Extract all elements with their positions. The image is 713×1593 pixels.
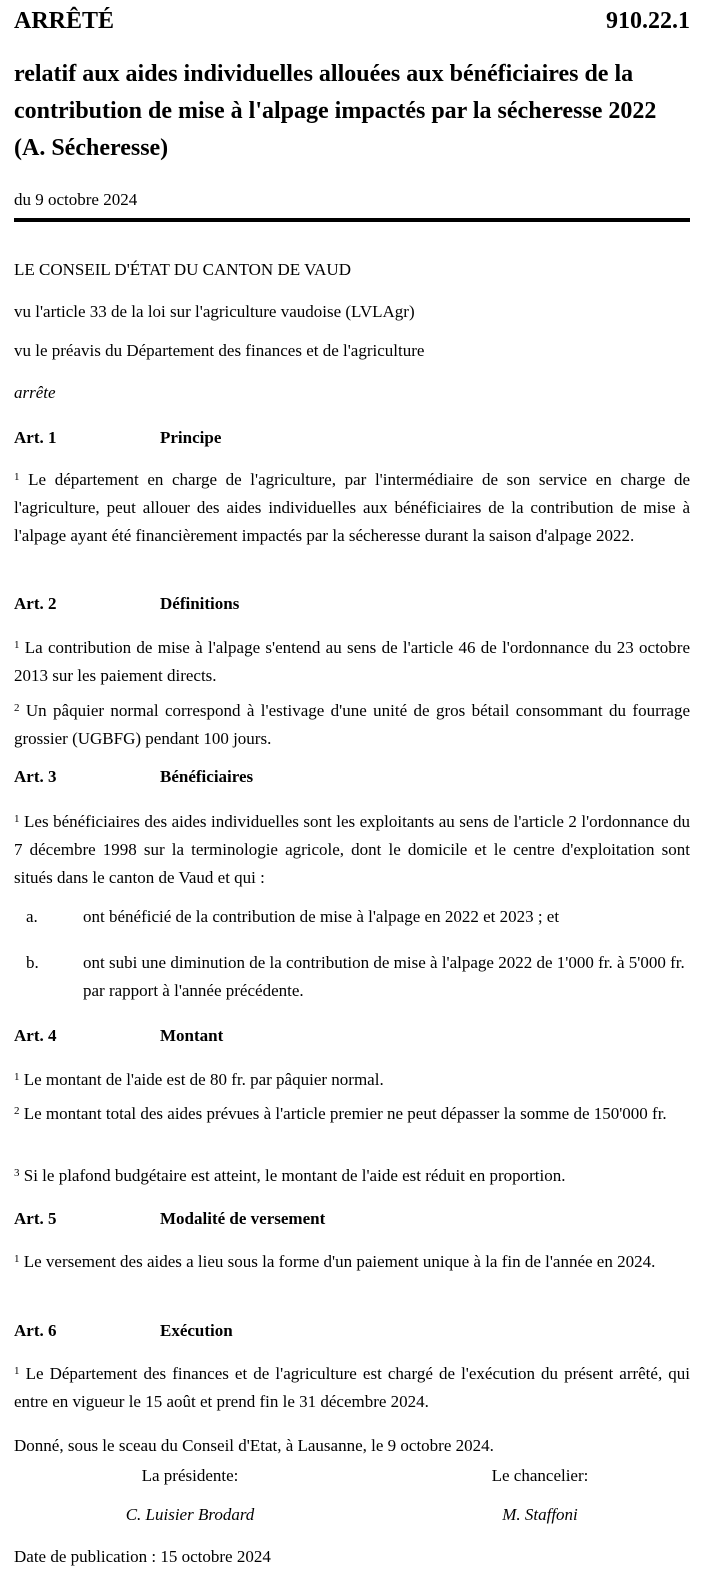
vu-clause-2: vu le préavis du Département des finances et de l'agriculture [14, 341, 425, 360]
article-title: Montant [160, 1026, 224, 1045]
article-number: Art. 1 [14, 428, 57, 447]
paragraph-number: 1 [14, 813, 20, 825]
document-number: 910.22.1 [606, 8, 690, 34]
article-paragraph [14, 1066, 690, 1094]
paragraph-text: Le montant total des aides prévues à l'article premier ne peut dépasser la somme de 150'000 fr. [23, 1104, 667, 1123]
article-paragraph [14, 1360, 690, 1416]
paragraph-number: 1 [14, 1365, 20, 1377]
article-title: Exécution [160, 1321, 233, 1340]
document-header [14, 8, 690, 38]
article-paragraph [14, 634, 690, 690]
list-item-text: ont subi une diminution de la contribution de mise à l'alpage 2022 de 1'000 fr. à 5'000 fr. par rapport à l'année précédente. [83, 953, 685, 1000]
paragraph-number: 1 [14, 471, 20, 483]
document-date: du 9 octobre 2024 [14, 190, 138, 209]
article-paragraph [14, 808, 690, 892]
list-marker: a. [26, 907, 38, 926]
paragraph-text: Le montant de l'aide est de 80 fr. par pâquier normal. [23, 1070, 384, 1089]
list-item-text: ont bénéficié de la contribution de mise à l'alpage en 2022 et 2023 ; et [83, 907, 560, 926]
paragraph-number: 3 [14, 1167, 20, 1179]
paragraph-text: Un pâquier normal correspond à l'estivage d'une unité de gros bétail consommant du fourrage grossier (UGBFG) pendant 100 jours. [14, 701, 690, 748]
article-paragraph [14, 697, 690, 753]
issuing-authority: LE CONSEIL D'ÉTAT DU CANTON DE VAUD [14, 260, 351, 279]
publication-date: Date de publication : 15 octobre 2024 [14, 1547, 271, 1566]
given-clause: Donné, sous le sceau du Conseil d'Etat, à Lausanne, le 9 octobre 2024. [14, 1436, 494, 1455]
article-number: Art. 3 [14, 767, 57, 786]
document-kind: ARRÊTÉ [14, 8, 115, 34]
paragraph-number: 2 [14, 702, 20, 714]
signatory-name-chancellor: M. Staffoni [502, 1505, 578, 1524]
paragraph-text: Le département en charge de l'agriculture, par l'intermédiaire de son service en charge de l'agriculture, peut allouer des aides individuelles aux bénéficiaires de la contribution de mise à l'alpage ayant été financièrement impactés par la sécheresse durant la saison d'alpage 2022. [14, 470, 691, 545]
paragraph-text: Les bénéficiaires des aides individuelles sont les exploitants au sens de l'article 2 l'ordonnance du 7 décembre 1998 sur la terminologie agricole, dont le domicile et le centre d'exploitation sont situés dans le canton de Vaud et qui : [14, 812, 690, 887]
article-title: Modalité de versement [160, 1209, 326, 1228]
signatory-role-president: La présidente: [141, 1466, 239, 1485]
article-paragraph [14, 1248, 690, 1276]
vu-clause-1: vu l'article 33 de la loi sur l'agriculture vaudoise (LVLAgr) [14, 302, 415, 321]
article-number: Art. 2 [14, 594, 57, 613]
article-paragraph [14, 1162, 690, 1190]
article-title: Principe [160, 428, 222, 447]
article-number: Art. 4 [14, 1026, 57, 1045]
list-marker: b. [26, 953, 39, 972]
arrete-word: arrête [14, 383, 56, 402]
paragraph-number: 1 [14, 1071, 20, 1083]
paragraph-text: Le Département des finances et de l'agriculture est chargé de l'exécution du présent arrêté, qui entre en vigueur le 15 août et prend fin le 31 décembre 2024. [14, 1364, 691, 1411]
paragraph-text: La contribution de mise à l'alpage s'entend au sens de l'article 46 de l'ordonnance du 23 octobre 2013 sur les paiement directs. [14, 638, 691, 685]
article-paragraph [14, 466, 690, 550]
signatory-role-chancellor: Le chancelier: [491, 1466, 589, 1485]
article-number: Art. 6 [14, 1321, 57, 1340]
paragraph-number: 2 [14, 1105, 20, 1117]
signatory-name-president: C. Luisier Brodard [125, 1505, 255, 1524]
paragraph-number: 1 [14, 1253, 20, 1265]
header-divider [14, 218, 690, 222]
article-number: Art. 5 [14, 1209, 57, 1228]
paragraph-text: Le versement des aides a lieu sous la forme d'un paiement unique à la fin de l'année en 2024. [23, 1252, 656, 1271]
document-title: relatif aux aides individuelles allouées aux bénéficiaires de la contribution de mise à l'alpage impactés par la sécheresse 2022 (A. Sécheresse) [14, 61, 657, 161]
paragraph-text: Si le plafond budgétaire est atteint, le montant de l'aide est réduit en proportion. [23, 1166, 566, 1185]
paragraph-number: 1 [14, 639, 20, 651]
article-paragraph [14, 1100, 690, 1128]
article-title: Bénéficiaires [160, 767, 254, 786]
article-title: Définitions [160, 594, 240, 613]
